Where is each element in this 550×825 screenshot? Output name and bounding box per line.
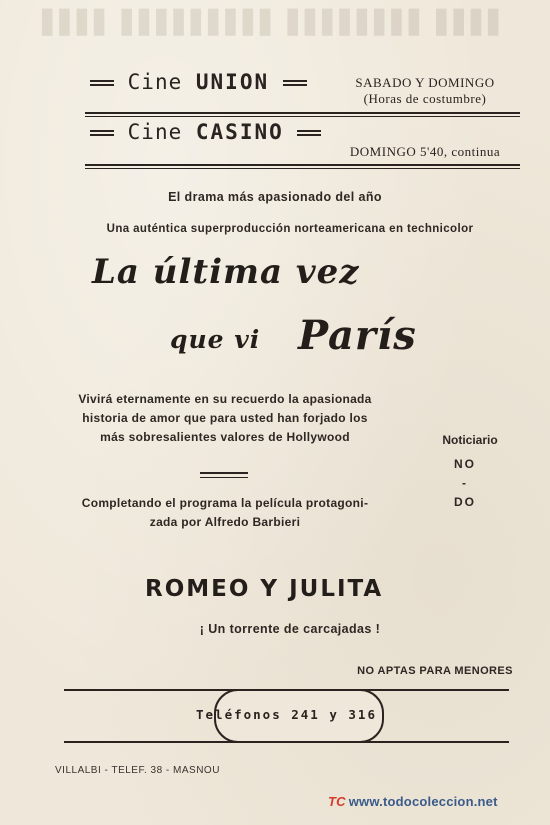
show-through-texture: ▮▮▮▮ ▮▮▮▮▮▮▮▮▮ ▮▮▮▮▮▮▮▮ ▮▮▮▮ — [40, 0, 504, 39]
cinema-casino-name: Cine CASINO — [90, 120, 321, 144]
film-title-line2-main: París — [298, 312, 417, 359]
age-rating: NO APTAS PARA MENORES — [357, 665, 513, 677]
film-description: Vivirá eternamente en su recuerdo la apasionada historia de amor que para usted han forjado los más sobresalientes valores de Hollywood — [78, 392, 372, 444]
watermark: TC www.todocoleccion.net — [328, 794, 498, 809]
newsreel-nodo: NO - DO — [454, 457, 476, 509]
dash-ornament — [297, 130, 321, 136]
newsreel-label: Noticiario — [442, 433, 498, 447]
cinema-casino-schedule: DOMINGO 5'40, continua — [349, 144, 501, 159]
dash-ornament — [90, 80, 114, 86]
divider-rule — [85, 164, 520, 169]
printer-credit: VILLALBI - TELEF. 38 - MASNOU — [55, 765, 220, 776]
divider-rule — [85, 112, 520, 117]
tagline-technicolor: Una auténtica superproducción norteamericana en technicolor — [106, 223, 474, 235]
phone-box — [64, 689, 509, 743]
second-feature-tagline: ¡ Un torrente de carcajadas ! — [199, 622, 381, 636]
cinema-union-name: Cine UNION — [90, 70, 307, 94]
tagline-drama: El drama más apasionado del año — [168, 190, 382, 204]
program-complement: Completando el programa la película protagoni- zada por Alfredo Barbieri — [81, 496, 369, 529]
second-feature-title: ROMEO Y JULITA — [145, 576, 384, 602]
dash-ornament — [283, 80, 307, 86]
film-title-line1: La última vez — [92, 252, 360, 292]
dash-ornament — [90, 130, 114, 136]
phone-numbers: Teléfonos 241 y 316 — [196, 707, 377, 722]
watermark-logo-icon: TC — [328, 794, 346, 809]
film-title-line2-prefix: que vi — [170, 325, 261, 354]
cinema-union-schedule: SABADO Y DOMINGO (Horas de costumbre) — [355, 75, 495, 106]
short-divider — [200, 472, 248, 478]
